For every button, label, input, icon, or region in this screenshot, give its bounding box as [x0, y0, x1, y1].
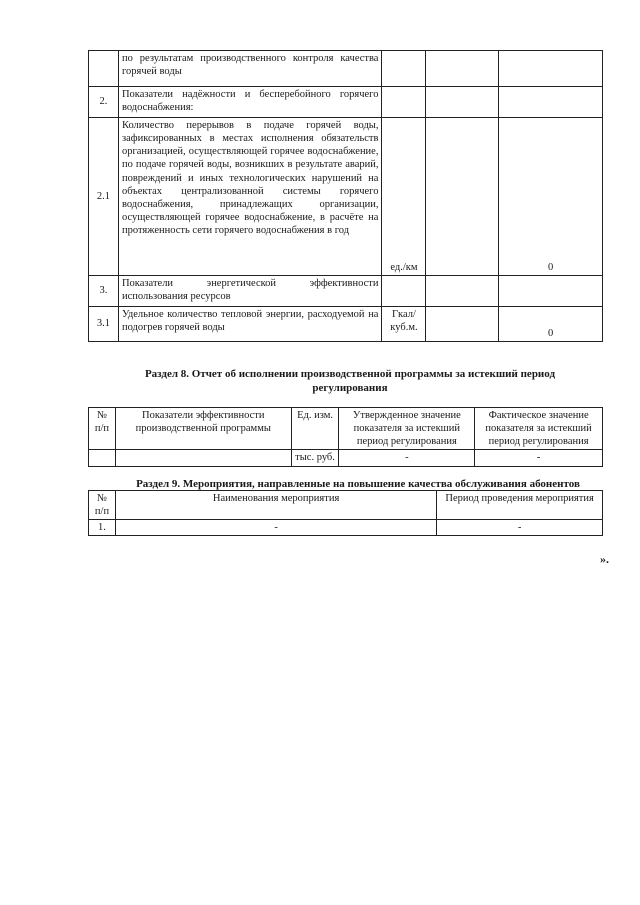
indicators-table [88, 50, 603, 342]
measure-period: - [437, 520, 603, 536]
header-period: Период проведения мероприятия [437, 491, 603, 520]
indicator-text: Количество перерывов в подаче горячей воды, зафиксированных в местах исполнения обязательств организацией, осуществляющей горячее водоснабжение, по подаче горячей воды, возникших в результате аварий, повреждений и иных технологических нарушений на объектах централизованной системы горячего водоснабжения, принадлежащих организации, осуществляющей горячее водоснабжение, в расчёте на протяженность сети горячего водоснабжения в год [118, 118, 382, 276]
closing-quote-mark: ». [600, 552, 609, 566]
unit-cell: Гкал/ куб.м. [382, 307, 426, 342]
table-row [89, 118, 603, 276]
value-cell [426, 307, 499, 342]
section-8-title: Раздел 8. Отчет об исполнении производственной программы за истекший период регулирования [144, 368, 556, 394]
header-indicator: Показатели эффективности производственной программы [115, 408, 291, 450]
value-cell: 0 [499, 307, 603, 342]
program-report-table [88, 407, 603, 467]
section-9-title: Раздел 9. Мероприятия, направленные на повышение качества обслуживания абонентов [136, 478, 580, 490]
row-number: 3.1 [89, 307, 119, 342]
unit-cell [382, 87, 426, 118]
value-cell [426, 118, 499, 276]
value-cell: 0 [499, 118, 603, 276]
unit-cell: ед./км [382, 118, 426, 276]
table-row [89, 51, 603, 87]
table-header-row [89, 408, 603, 450]
table-row [89, 276, 603, 307]
table-row [89, 520, 603, 536]
approved-value: - [339, 450, 475, 466]
header-unit: Ед. изм. [291, 408, 339, 450]
unit-cell [382, 51, 426, 87]
value-cell [426, 87, 499, 118]
value-cell [426, 276, 499, 307]
value-cell [499, 51, 603, 87]
table-row [89, 87, 603, 118]
measure-name: - [115, 520, 436, 536]
header-actual: Фактическое значение показателя за истекший период регулирования [475, 408, 603, 450]
table-row [89, 307, 603, 342]
indicator-text: по результатам производственного контроля качества горячей воды [118, 51, 382, 87]
row-number: 3. [89, 276, 119, 307]
indicator-text: Удельное количество тепловой энергии, расходуемой на подогрев горячей воды [118, 307, 382, 342]
indicator-text: Показатели энергетической эффективности использования ресурсов [118, 276, 382, 307]
table-header-row [89, 491, 603, 520]
unit-cell [382, 276, 426, 307]
row-number: 2.1 [89, 118, 119, 276]
header-num: № п/п [89, 408, 116, 450]
actual-value: - [475, 450, 603, 466]
row-number [89, 450, 116, 466]
row-number: 1. [89, 520, 116, 536]
row-number: 2. [89, 87, 119, 118]
value-cell [499, 276, 603, 307]
header-approved: Утвержденное значение показателя за истекший период регулирования [339, 408, 475, 450]
indicator-cell [115, 450, 291, 466]
value-cell [499, 87, 603, 118]
indicator-text: Показатели надёжности и бесперебойного горячего водоснабжения: [118, 87, 382, 118]
value-cell [426, 51, 499, 87]
table-row [89, 450, 603, 466]
row-number [89, 51, 119, 87]
unit-cell: тыс. руб. [291, 450, 339, 466]
measures-table [88, 490, 603, 536]
header-name: Наименования мероприятия [115, 491, 436, 520]
header-num: № п/п [89, 491, 116, 520]
